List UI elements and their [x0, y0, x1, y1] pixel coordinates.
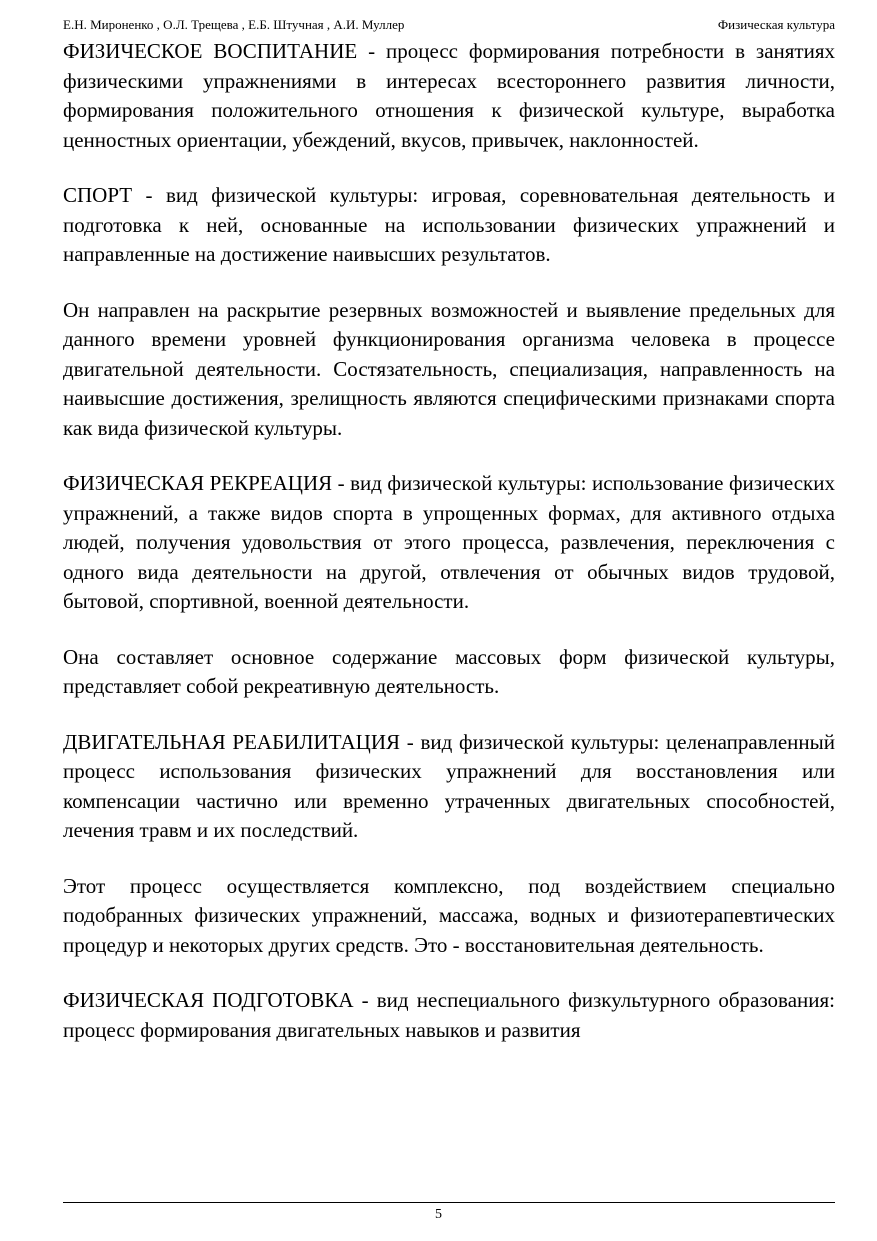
paragraph-sport-purpose: Он направлен на раскрытие резервных возможностей и выявление предельных для данного времени уровней функционирования организма человека в процессе двигательной деятельности. Состязательность, специализация, направленность на наивысшие достижения, зрелищность являются специфическими признаками спорта как вида физической культуры.: [63, 297, 835, 440]
footer-divider: [63, 1202, 835, 1203]
paragraph-sport: СПОРТ - вид физической культуры: игровая, соревновательная деятельность и подготовка к ней, основанные на использовании физических упражнений и направленные на достижение наивысших результатов.: [63, 183, 835, 266]
paragraph-rehabilitation-process: Этот процесс осуществляется комплексно, под воздействием специально подобранных физических упражнений, массажа, водных и физиотерапевтических процедур и некоторых других средств. Это - восстановительная деятельность.: [63, 873, 835, 957]
page-body: [63, 37, 835, 1045]
paragraph-recreation-content: Она составляет основное содержание массовых форм физической культуры, представляет собой рекреативную деятельность.: [63, 644, 835, 698]
paragraph-physical-recreation: ФИЗИЧЕСКАЯ РЕКРЕАЦИЯ - вид физической культуры: использование физических упражнений, а также видов спорта в упрощенных формах, для активного отдыха людей, получения удовольствия от этого процесса, развлечения, переключения с одного вида деятельности на другой, отвлечения от обычных видов трудовой, бытовой, спортивной, военной деятельности.: [63, 471, 835, 613]
header-authors: Е.Н. Мироненко , О.Л. Трещева , Е.Б. Штучная , А.И. Муллер: [63, 17, 405, 32]
header-running-title: Физическая культура: [717, 17, 835, 32]
page-header: [63, 15, 835, 35]
paragraph-motor-rehabilitation: ДВИГАТЕЛЬНАЯ РЕАБИЛИТАЦИЯ - вид физической культуры: целенаправленный процесс использования физических упражнений для восстановления или компенсации частично или временно утраченных двигательных способностей, лечения травм и их последствий.: [63, 729, 835, 842]
page-number: 5: [435, 1207, 442, 1222]
paragraph-physical-training: ФИЗИЧЕСКАЯ ПОДГОТОВКА - вид неспециального физкультурного образования: процесс формирования двигательных навыков и развития: [63, 988, 835, 1042]
paragraph-physical-education: ФИЗИЧЕСКОЕ ВОСПИТАНИЕ - процесс формирования потребности в занятиях физическими упражнениями в интересах всестороннего развития личности, формирования положительного отношения к физической культуре, выработка ценностных ориентации, убеждений, вкусов, привычек, наклонностей.: [63, 39, 835, 152]
